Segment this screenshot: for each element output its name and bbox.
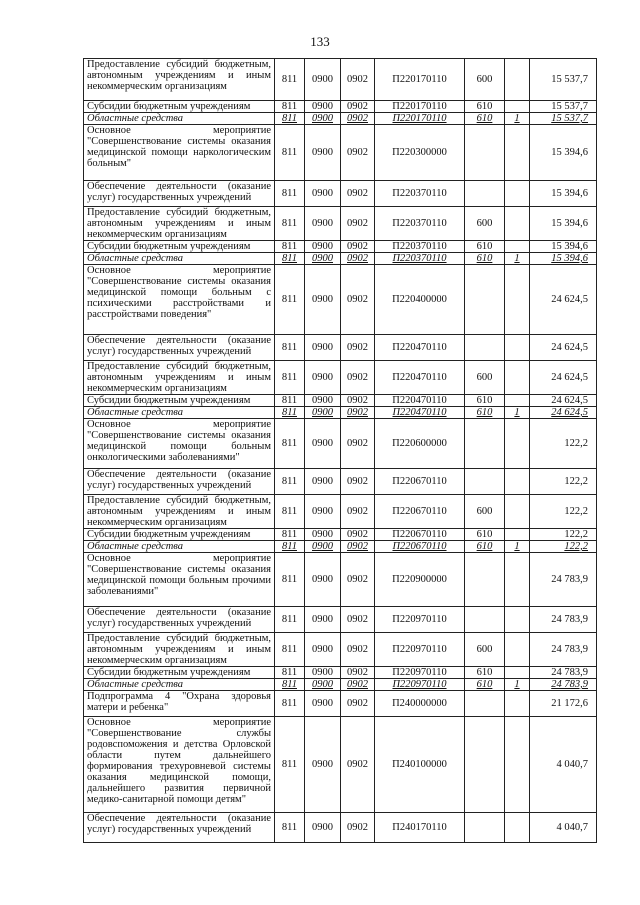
row-expense-type: 610 <box>465 679 505 691</box>
table-row <box>84 241 597 253</box>
row-name: Основное мероприятие "Совершенствование системы оказания медицинской помощи больным прочими заболеваниями" <box>84 553 275 607</box>
row-subsection: 0902 <box>341 207 375 241</box>
row-source <box>505 633 530 667</box>
row-target-article: П220900000 <box>375 553 465 607</box>
row-source <box>505 553 530 607</box>
table-row <box>84 265 597 335</box>
row-expense-type: 600 <box>465 207 505 241</box>
row-grbs: 811 <box>275 335 305 361</box>
row-source <box>505 495 530 529</box>
row-amount: 15 394,6 <box>530 207 597 241</box>
row-expense-type: 610 <box>465 253 505 265</box>
row-section: 0900 <box>305 717 341 813</box>
table-row <box>84 125 597 181</box>
row-subsection: 0902 <box>341 607 375 633</box>
table-row <box>84 419 597 469</box>
row-amount: 122,2 <box>530 469 597 495</box>
row-name: Обеспечение деятельности (оказание услуг) государственных учреждений <box>84 813 275 843</box>
row-target-article: П220470110 <box>375 361 465 395</box>
row-subsection: 0902 <box>341 59 375 101</box>
row-source: 1 <box>505 407 530 419</box>
row-expense-type: 610 <box>465 113 505 125</box>
row-amount: 4 040,7 <box>530 717 597 813</box>
row-amount: 122,2 <box>530 541 597 553</box>
row-subsection: 0902 <box>341 181 375 207</box>
row-expense-type: 610 <box>465 667 505 679</box>
table-row <box>84 541 597 553</box>
row-section: 0900 <box>305 335 341 361</box>
table-row <box>84 607 597 633</box>
row-target-article: П220670110 <box>375 495 465 529</box>
row-section: 0900 <box>305 395 341 407</box>
row-expense-type <box>465 717 505 813</box>
row-grbs: 811 <box>275 529 305 541</box>
row-subsection: 0902 <box>341 265 375 335</box>
row-section: 0900 <box>305 495 341 529</box>
row-source <box>505 419 530 469</box>
table-row <box>84 717 597 813</box>
row-name: Субсидии бюджетным учреждениям <box>84 241 275 253</box>
row-amount: 15 394,6 <box>530 253 597 265</box>
row-section: 0900 <box>305 253 341 265</box>
row-target-article: П220300000 <box>375 125 465 181</box>
table-row <box>84 667 597 679</box>
row-target-article: П240000000 <box>375 691 465 717</box>
row-subsection: 0902 <box>341 101 375 113</box>
table-row <box>84 181 597 207</box>
row-section: 0900 <box>305 419 341 469</box>
row-name: Субсидии бюджетным учреждениям <box>84 529 275 541</box>
row-amount: 15 394,6 <box>530 241 597 253</box>
row-subsection: 0902 <box>341 679 375 691</box>
row-target-article: П220670110 <box>375 529 465 541</box>
row-amount: 24 624,5 <box>530 407 597 419</box>
row-source <box>505 265 530 335</box>
row-section: 0900 <box>305 667 341 679</box>
table-row <box>84 529 597 541</box>
table-row <box>84 691 597 717</box>
row-subsection: 0902 <box>341 691 375 717</box>
row-subsection: 0902 <box>341 335 375 361</box>
row-grbs: 811 <box>275 361 305 395</box>
row-source <box>505 241 530 253</box>
row-expense-type: 600 <box>465 59 505 101</box>
row-amount: 24 783,9 <box>530 553 597 607</box>
row-target-article: П220470110 <box>375 407 465 419</box>
row-amount: 24 624,5 <box>530 335 597 361</box>
row-section: 0900 <box>305 181 341 207</box>
row-source <box>505 691 530 717</box>
row-grbs: 811 <box>275 59 305 101</box>
table-row <box>84 469 597 495</box>
row-expense-type: 610 <box>465 241 505 253</box>
row-name: Областные средства <box>84 541 275 553</box>
row-section: 0900 <box>305 541 341 553</box>
row-grbs: 811 <box>275 691 305 717</box>
row-source <box>505 395 530 407</box>
row-name: Основное мероприятие "Совершенствование системы оказания медицинской помощи больным онкологическими заболеваниями" <box>84 419 275 469</box>
page-number: 133 <box>310 34 330 49</box>
row-source <box>505 529 530 541</box>
row-grbs: 811 <box>275 813 305 843</box>
table-row <box>84 113 597 125</box>
row-name: Субсидии бюджетным учреждениям <box>84 667 275 679</box>
row-expense-type <box>465 335 505 361</box>
table-row <box>84 335 597 361</box>
row-target-article: П220970110 <box>375 679 465 691</box>
row-expense-type <box>465 813 505 843</box>
row-subsection: 0902 <box>341 125 375 181</box>
row-amount: 24 783,9 <box>530 607 597 633</box>
row-grbs: 811 <box>275 679 305 691</box>
row-subsection: 0902 <box>341 253 375 265</box>
row-amount: 122,2 <box>530 529 597 541</box>
row-name: Основное мероприятие "Совершенствование системы оказания медицинской помощи больным с психическими расстройствами и расстройствами поведения" <box>84 265 275 335</box>
row-target-article: П220970110 <box>375 633 465 667</box>
row-subsection: 0902 <box>341 813 375 843</box>
row-source: 1 <box>505 541 530 553</box>
row-name: Предоставление субсидий бюджетным, автономным учреждениям и иным некоммерческим организациям <box>84 633 275 667</box>
row-name: Областные средства <box>84 113 275 125</box>
row-grbs: 811 <box>275 125 305 181</box>
row-name: Обеспечение деятельности (оказание услуг) государственных учреждений <box>84 607 275 633</box>
budget-table <box>83 58 597 843</box>
row-name: Областные средства <box>84 679 275 691</box>
row-section: 0900 <box>305 241 341 253</box>
row-subsection: 0902 <box>341 469 375 495</box>
row-grbs: 811 <box>275 241 305 253</box>
row-target-article: П220370110 <box>375 181 465 207</box>
row-grbs: 811 <box>275 419 305 469</box>
table-row <box>84 407 597 419</box>
row-subsection: 0902 <box>341 529 375 541</box>
row-section: 0900 <box>305 113 341 125</box>
table-row <box>84 679 597 691</box>
row-source <box>505 607 530 633</box>
row-grbs: 811 <box>275 469 305 495</box>
row-target-article: П220170110 <box>375 101 465 113</box>
row-grbs: 811 <box>275 207 305 241</box>
row-grbs: 811 <box>275 633 305 667</box>
row-grbs: 811 <box>275 253 305 265</box>
row-section: 0900 <box>305 813 341 843</box>
row-name: Предоставление субсидий бюджетным, автономным учреждениям и иным некоммерческим организациям <box>84 495 275 529</box>
row-target-article: П220370110 <box>375 207 465 241</box>
row-target-article: П240170110 <box>375 813 465 843</box>
row-source <box>505 125 530 181</box>
row-source <box>505 717 530 813</box>
row-name: Подпрограмма 4 "Охрана здоровья матери и ребенка" <box>84 691 275 717</box>
row-grbs: 811 <box>275 495 305 529</box>
row-subsection: 0902 <box>341 667 375 679</box>
row-section: 0900 <box>305 469 341 495</box>
row-section: 0900 <box>305 101 341 113</box>
row-grbs: 811 <box>275 407 305 419</box>
row-expense-type <box>465 265 505 335</box>
row-target-article: П220170110 <box>375 59 465 101</box>
row-amount: 15 537,7 <box>530 113 597 125</box>
row-target-article: П220400000 <box>375 265 465 335</box>
row-expense-type <box>465 125 505 181</box>
row-amount: 24 624,5 <box>530 361 597 395</box>
table-row <box>84 395 597 407</box>
row-name: Обеспечение деятельности (оказание услуг) государственных учреждений <box>84 469 275 495</box>
row-section: 0900 <box>305 361 341 395</box>
row-source <box>505 361 530 395</box>
row-amount: 15 394,6 <box>530 125 597 181</box>
row-grbs: 811 <box>275 553 305 607</box>
row-target-article: П220170110 <box>375 113 465 125</box>
row-expense-type: 610 <box>465 395 505 407</box>
row-amount: 24 783,9 <box>530 633 597 667</box>
row-grbs: 811 <box>275 717 305 813</box>
row-section: 0900 <box>305 265 341 335</box>
row-expense-type <box>465 553 505 607</box>
row-grbs: 811 <box>275 607 305 633</box>
row-subsection: 0902 <box>341 553 375 607</box>
row-subsection: 0902 <box>341 407 375 419</box>
row-expense-type: 610 <box>465 529 505 541</box>
row-section: 0900 <box>305 407 341 419</box>
row-subsection: 0902 <box>341 419 375 469</box>
table-row <box>84 59 597 101</box>
row-amount: 24 783,9 <box>530 679 597 691</box>
row-amount: 24 783,9 <box>530 667 597 679</box>
row-source <box>505 207 530 241</box>
row-expense-type: 610 <box>465 101 505 113</box>
row-grbs: 811 <box>275 541 305 553</box>
row-name: Предоставление субсидий бюджетным, автономным учреждениям и иным некоммерческим организациям <box>84 361 275 395</box>
row-amount: 24 624,5 <box>530 265 597 335</box>
row-expense-type: 610 <box>465 407 505 419</box>
row-expense-type: 600 <box>465 361 505 395</box>
row-expense-type: 600 <box>465 633 505 667</box>
table-row <box>84 813 597 843</box>
row-source <box>505 813 530 843</box>
row-target-article: П220970110 <box>375 667 465 679</box>
row-amount: 24 624,5 <box>530 395 597 407</box>
row-expense-type: 600 <box>465 495 505 529</box>
row-target-article: П220470110 <box>375 395 465 407</box>
row-section: 0900 <box>305 59 341 101</box>
row-subsection: 0902 <box>341 361 375 395</box>
row-subsection: 0902 <box>341 633 375 667</box>
row-target-article: П240100000 <box>375 717 465 813</box>
row-expense-type <box>465 419 505 469</box>
row-name: Предоставление субсидий бюджетным, автономным учреждениям и иным некоммерческим организациям <box>84 207 275 241</box>
row-source <box>505 667 530 679</box>
row-source: 1 <box>505 113 530 125</box>
table-row <box>84 253 597 265</box>
row-amount: 21 172,6 <box>530 691 597 717</box>
row-expense-type <box>465 607 505 633</box>
row-source: 1 <box>505 679 530 691</box>
row-expense-type <box>465 181 505 207</box>
row-amount: 15 394,6 <box>530 181 597 207</box>
row-subsection: 0902 <box>341 395 375 407</box>
row-subsection: 0902 <box>341 495 375 529</box>
row-name: Областные средства <box>84 253 275 265</box>
row-target-article: П220970110 <box>375 607 465 633</box>
row-amount: 122,2 <box>530 419 597 469</box>
row-amount: 4 040,7 <box>530 813 597 843</box>
row-name: Обеспечение деятельности (оказание услуг) государственных учреждений <box>84 181 275 207</box>
row-target-article: П220670110 <box>375 541 465 553</box>
row-grbs: 811 <box>275 667 305 679</box>
row-section: 0900 <box>305 553 341 607</box>
row-target-article: П220370110 <box>375 241 465 253</box>
row-expense-type <box>465 469 505 495</box>
row-grbs: 811 <box>275 113 305 125</box>
row-target-article: П220670110 <box>375 469 465 495</box>
table-row <box>84 101 597 113</box>
row-section: 0900 <box>305 207 341 241</box>
row-amount: 15 537,7 <box>530 59 597 101</box>
row-subsection: 0902 <box>341 541 375 553</box>
row-subsection: 0902 <box>341 717 375 813</box>
row-name: Основное мероприятие "Совершенствование системы оказания медицинской помощи наркологическим больным" <box>84 125 275 181</box>
row-source: 1 <box>505 253 530 265</box>
row-section: 0900 <box>305 679 341 691</box>
table-row <box>84 361 597 395</box>
row-name: Предоставление субсидий бюджетным, автономным учреждениям и иным некоммерческим организациям <box>84 59 275 101</box>
row-name: Субсидии бюджетным учреждениям <box>84 395 275 407</box>
row-subsection: 0902 <box>341 113 375 125</box>
row-name: Областные средства <box>84 407 275 419</box>
row-section: 0900 <box>305 607 341 633</box>
row-section: 0900 <box>305 691 341 717</box>
row-target-article: П220370110 <box>375 253 465 265</box>
row-name: Основное мероприятие "Совершенствование службы родовспоможения и детства Орловской области путем дальнейшего формирования трехуровневой системы оказания медицинской помощи, дальнейшего развития первичной медико-санитарной помощи детям" <box>84 717 275 813</box>
row-subsection: 0902 <box>341 241 375 253</box>
row-amount: 122,2 <box>530 495 597 529</box>
row-source <box>505 181 530 207</box>
row-expense-type: 610 <box>465 541 505 553</box>
row-expense-type <box>465 691 505 717</box>
row-grbs: 811 <box>275 181 305 207</box>
row-section: 0900 <box>305 633 341 667</box>
row-grbs: 811 <box>275 101 305 113</box>
table-row <box>84 633 597 667</box>
row-source <box>505 469 530 495</box>
row-grbs: 811 <box>275 265 305 335</box>
row-source <box>505 335 530 361</box>
row-section: 0900 <box>305 125 341 181</box>
row-target-article: П220470110 <box>375 335 465 361</box>
row-name: Обеспечение деятельности (оказание услуг) государственных учреждений <box>84 335 275 361</box>
row-section: 0900 <box>305 529 341 541</box>
row-target-article: П220600000 <box>375 419 465 469</box>
table-row <box>84 495 597 529</box>
table-row <box>84 207 597 241</box>
row-grbs: 811 <box>275 395 305 407</box>
row-source <box>505 59 530 101</box>
row-source <box>505 101 530 113</box>
row-amount: 15 537,7 <box>530 101 597 113</box>
row-name: Субсидии бюджетным учреждениям <box>84 101 275 113</box>
table-row <box>84 553 597 607</box>
